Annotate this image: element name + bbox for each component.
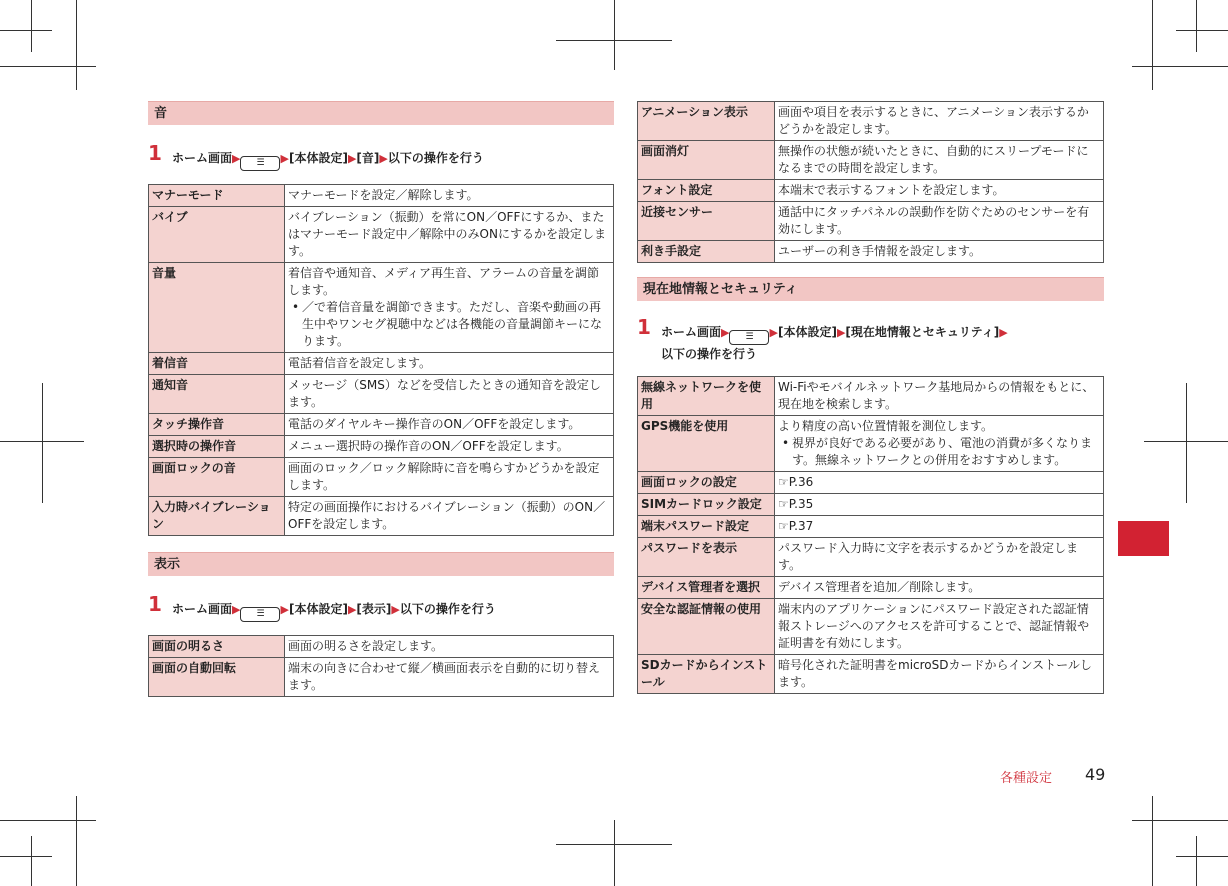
step-number: 1 bbox=[148, 141, 162, 165]
location-security-table bbox=[637, 376, 1104, 694]
step-display: 1 ホーム画面▶ ☰ ▶[本体設定]▶[表示]▶以下の操作を行う bbox=[148, 600, 614, 622]
table-row: フォント設定 本端末で表示するフォントを設定します。 bbox=[638, 180, 1104, 202]
table-row: 画面の明るさ 画面の明るさを設定します。 bbox=[149, 636, 614, 658]
table-row: タッチ操作音 電話のダイヤルキー操作音のON／OFFを設定します。 bbox=[149, 414, 614, 436]
menu-key-icon: ☰ bbox=[729, 330, 769, 345]
step-number: 1 bbox=[637, 315, 651, 339]
table-row: 画面ロックの音 画面のロック／ロック解除時に音を鳴らすかどうかを設定します。 bbox=[149, 458, 614, 497]
section-header-sound: 音 bbox=[148, 101, 614, 125]
table-row: デバイス管理者を選択 デバイス管理者を追加／削除します。 bbox=[638, 577, 1104, 599]
table-row: 着信音 電話着信音を設定します。 bbox=[149, 353, 614, 375]
step-sound: 1 ホーム画面▶ ☰ ▶[本体設定]▶[音]▶以下の操作を行う bbox=[148, 149, 614, 171]
table-row: 近接センサー 通話中にタッチパネルの誤動作を防ぐためのセンサーを有効にします。 bbox=[638, 202, 1104, 241]
table-row: アニメーション表示 画面や項目を表示するときに、アニメーション表示するかどうかを設定します。 bbox=[638, 102, 1104, 141]
menu-key-icon: ☰ bbox=[240, 156, 280, 171]
section-header-location: 現在地情報とセキュリティ bbox=[637, 277, 1104, 301]
chapter-tab bbox=[1118, 521, 1169, 556]
right-column bbox=[637, 101, 1104, 694]
table-row: GPS機能を使用 より精度の高い位置情報を測位します。 • 視界が良好である必要があり、電池の消費が多くなります。無線ネットワークとの併用をおすすめします。 bbox=[638, 416, 1104, 472]
table-row: 音量 着信音や通知音、メディア再生音、アラームの音量を調節します。 • ／で着信音量を調節できます。ただし、音楽や動画の再生中やワンセグ視聴中などは各機能の音量調節キーになります。 bbox=[149, 263, 614, 353]
table-row: バイブ バイブレーション（振動）を常にON／OFFにするか、またはマナーモード設定中／解除中のみONにするかを設定します。 bbox=[149, 207, 614, 263]
step-number: 1 bbox=[148, 592, 162, 616]
table-row: 安全な認証情報の使用 端末内のアプリケーションにパスワード設定された認証情報ストレージへのアクセスを許可することで、認証情報や証明書を有効にします。 bbox=[638, 599, 1104, 655]
display-settings-table bbox=[148, 635, 614, 697]
table-row: SIMカードロック設定 ☞P.35 bbox=[638, 494, 1104, 516]
table-row: 入力時バイブレーション 特定の画面操作におけるバイブレーション（振動）のON／OFFを設定します。 bbox=[149, 497, 614, 536]
gps-note: • 視界が良好である必要があり、電池の消費が多くなります。無線ネットワークとの併用をおすすめします。 bbox=[778, 435, 1100, 469]
section-header-display: 表示 bbox=[148, 552, 614, 576]
sound-settings-table bbox=[148, 184, 614, 536]
footer-chapter-label: 各種設定 bbox=[1000, 771, 1053, 786]
table-row: 端末パスワード設定 ☞P.37 bbox=[638, 516, 1104, 538]
left-column bbox=[148, 101, 614, 697]
step-location: 1 ホーム画面▶ ☰ ▶[本体設定]▶[現在地情報とセキュリティ]▶ 以下の操作を行う bbox=[637, 315, 1008, 361]
table-row: 画面の自動回転 端末の向きに合わせて縦／横画面表示を自動的に切り替えます。 bbox=[149, 658, 614, 697]
volume-note: • ／で着信音量を調節できます。ただし、音楽や動画の再生中やワンセグ視聴中などは各機能の音量調節キーになります。 bbox=[288, 299, 610, 350]
table-row: SDカードからインストール 暗号化された証明書をmicroSDカードからインストールします。 bbox=[638, 655, 1104, 694]
table-row: 選択時の操作音 メニュー選択時の操作音のON／OFFを設定します。 bbox=[149, 436, 614, 458]
table-row: 画面ロックの設定 ☞P.36 bbox=[638, 472, 1104, 494]
table-row: 画面消灯 無操作の状態が続いたときに、自動的にスリープモードになるまでの時間を設定します。 bbox=[638, 141, 1104, 180]
table-row: マナーモード マナーモードを設定／解除します。 bbox=[149, 185, 614, 207]
table-row: 無線ネットワークを使用 Wi-Fiやモバイルネットワーク基地局からの情報をもとに、現在地を検索します。 bbox=[638, 377, 1104, 416]
display-settings-table-cont bbox=[637, 101, 1104, 263]
table-row: 通知音 メッセージ（SMS）などを受信したときの通知音を設定します。 bbox=[149, 375, 614, 414]
table-row: パスワードを表示 パスワード入力時に文字を表示するかどうかを設定します。 bbox=[638, 538, 1104, 577]
table-row: 利き手設定 ユーザーの利き手情報を設定します。 bbox=[638, 241, 1104, 263]
page-number: 49 bbox=[1085, 765, 1106, 784]
menu-key-icon: ☰ bbox=[240, 607, 280, 622]
